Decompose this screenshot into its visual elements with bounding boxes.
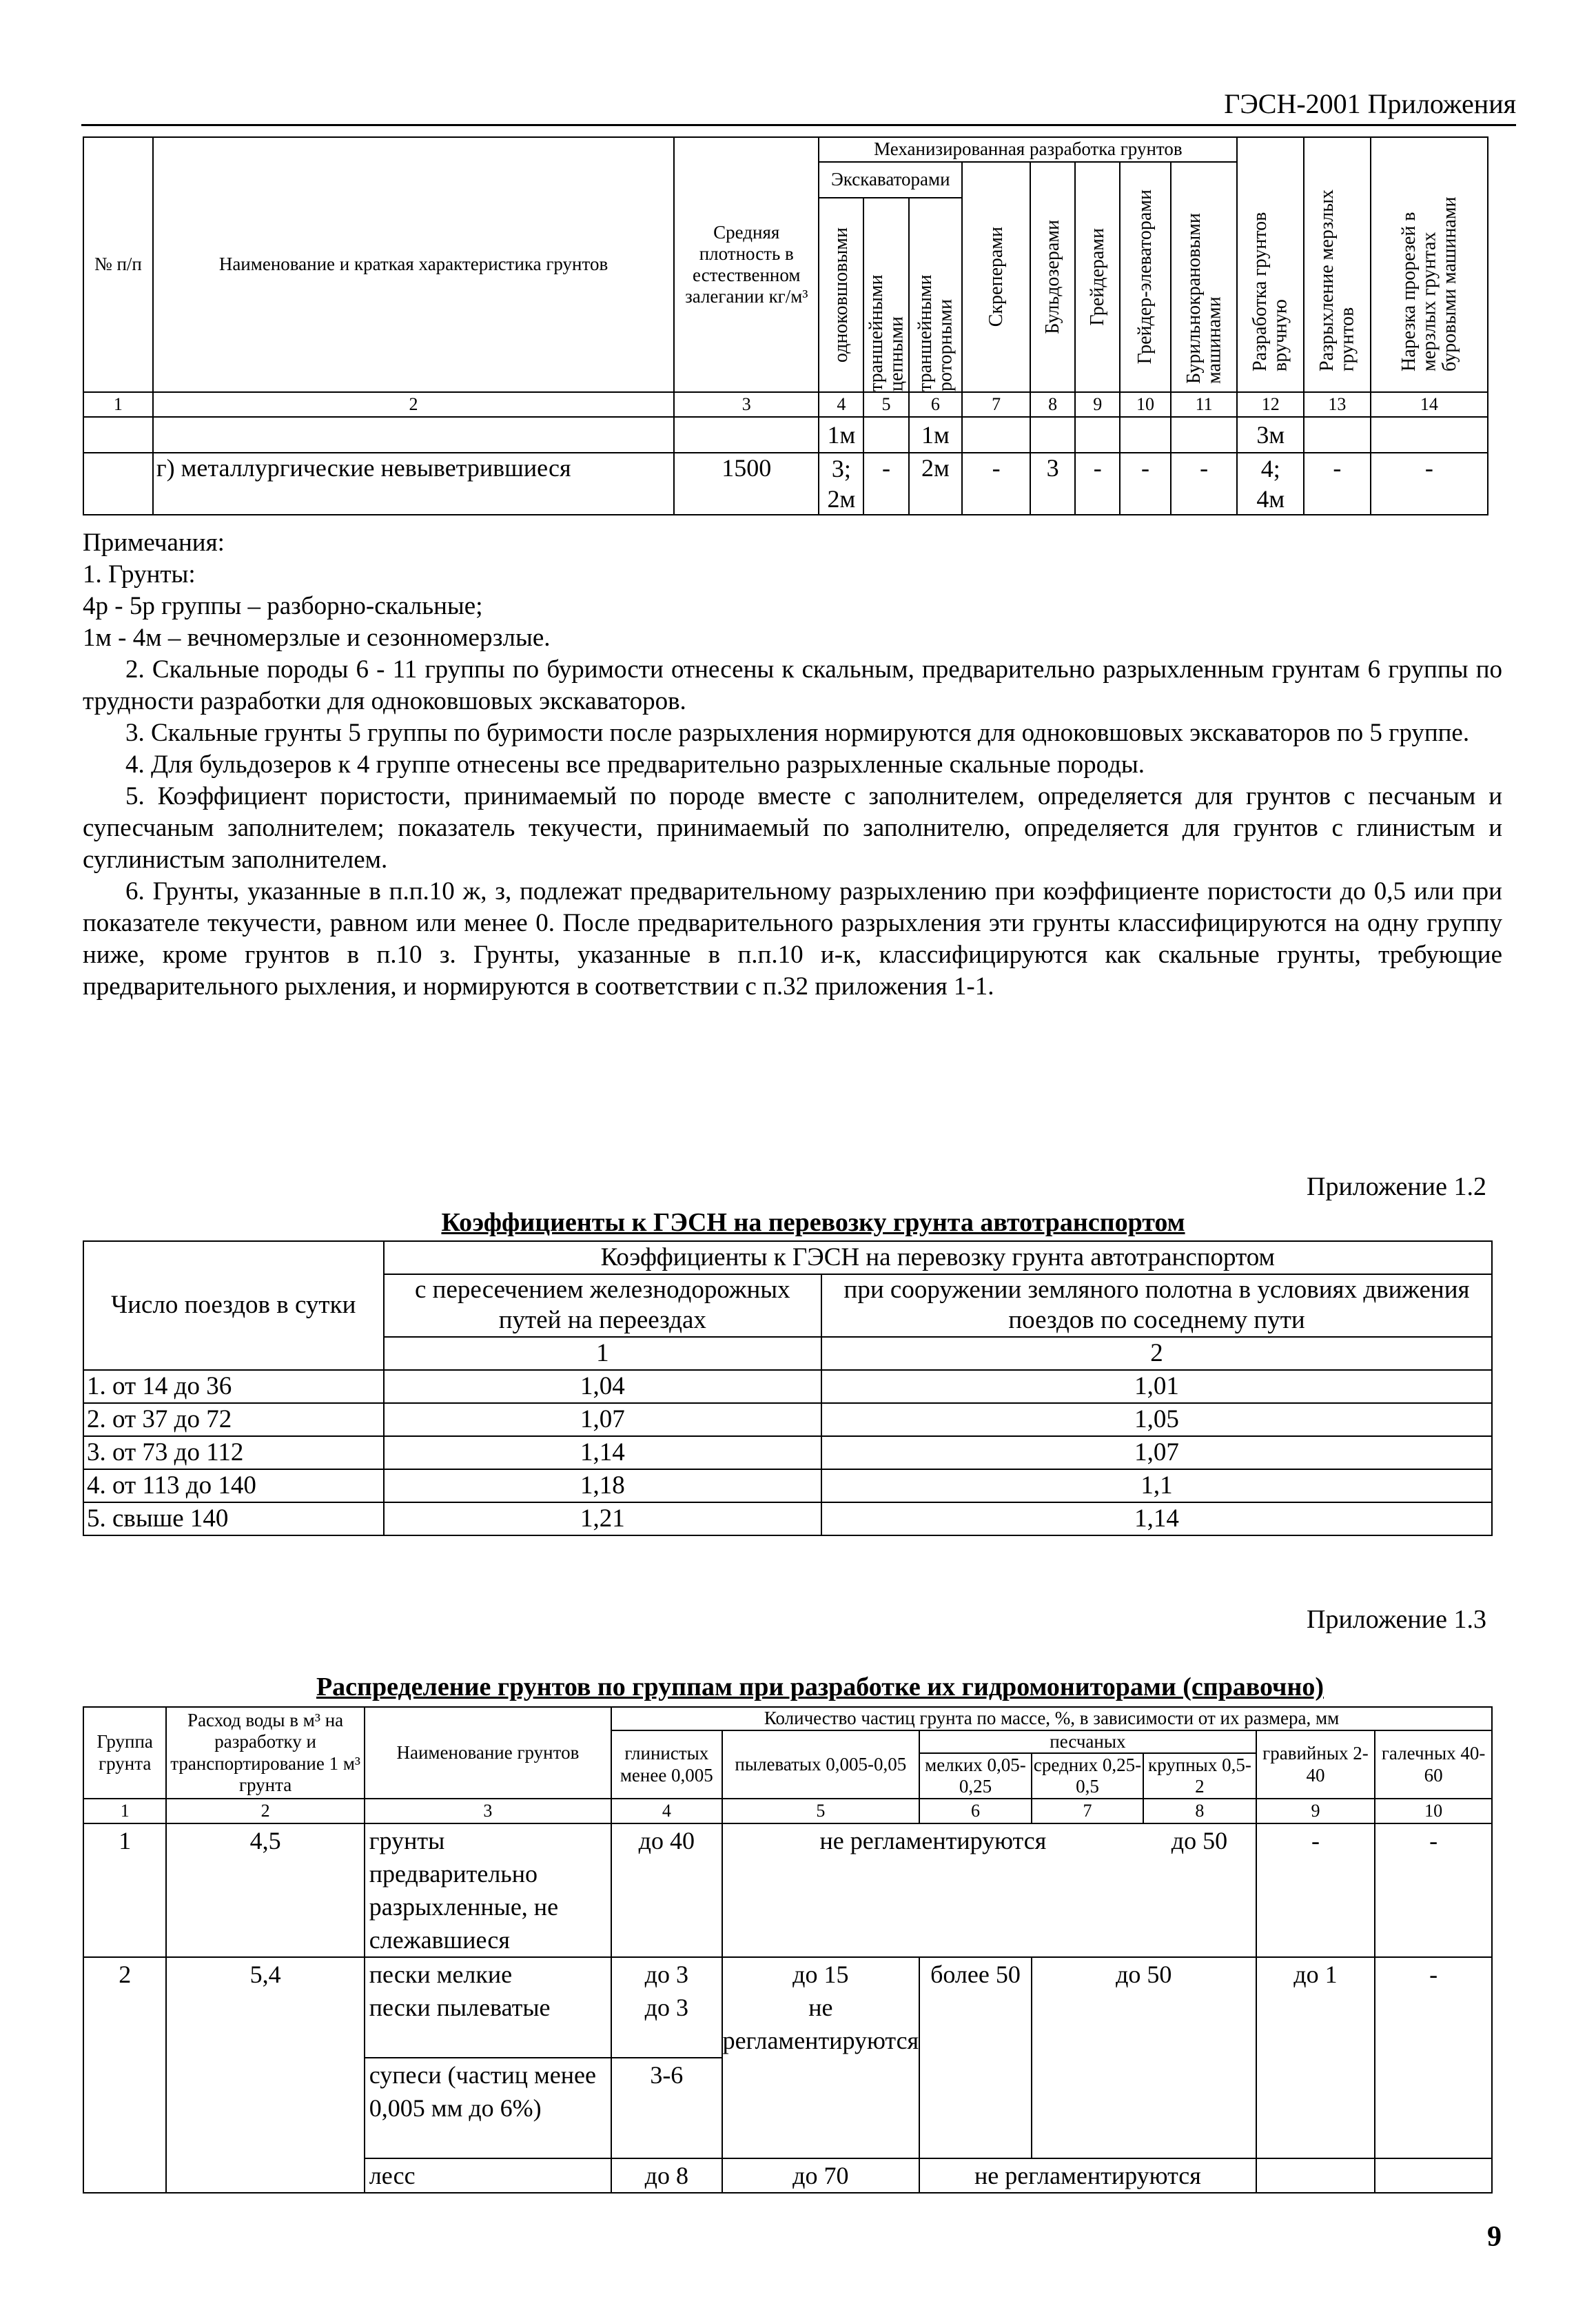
col-no: № п/п — [83, 137, 153, 392]
table-row: 5. свыше 140 1,21 1,14 — [83, 1502, 1492, 1535]
col-coef-group: Коэффициенты к ГЭСН на перевозку грунта автотранспортом — [384, 1241, 1492, 1274]
page-number: 9 — [1487, 2221, 1502, 2253]
col-exc-chain: траншейными цепными — [863, 198, 908, 392]
notes — [83, 527, 1502, 1003]
col-fine: мелких 0,05-0,25 — [919, 1753, 1032, 1799]
note-6: 6. Грунты, указанные в п.п.10 ж, з, подлежат предварительному разрыхлению при коэффициенте пористости до 0,5 или при показателе текучести, равном или менее 0. После предварительного разрыхления эти грунты классифицируются на одну группу ниже, кроме грунтов в п.10 з. Грунты, указанные в п.п.10 и-к, классифицируются как скальные грунты, требующие предварительного рыхления, и нормируются в соответствии с п.32 приложения 1-1. — [83, 877, 1502, 1001]
note-3: 3. Скальные грунты 5 группы по буримости после разрыхления нормируются для одноковшовых экскаваторов по 5 группе. — [125, 719, 1470, 747]
table-row: лесс до 8 до 70 не регламентируются — [83, 2158, 1492, 2193]
appendix-1-3-title: Распределение грунтов по группам при разработке их гидромониторами (справочно) — [316, 1673, 1324, 1701]
transport-coefficients-table: Число поездов в сутки Коэффициенты к ГЭСН на перевозку грунта автотранспортом с пересечением железнодорожных путей на переездах при сооружении земляного полотна в условиях движения поездов по соседнему пути 1 2 1. от 14 до 36 1,04 1,01 2. от 37 до 72 1,07 1,05 3. от 73 до 112 1,14 1,07 4. от 113 до 140 1,18 1,1 5. свыше 140 1,21 1,14 — [83, 1240, 1493, 1536]
col-grader-elev: Грейдер-элеваторами — [1120, 162, 1171, 392]
note-1-title: 1. Грунты: — [83, 560, 196, 589]
group-exc: Экскаваторами — [819, 162, 962, 198]
group-mech: Механизированная разработка грунтов — [819, 137, 1237, 162]
col-density: Средняя плотность в естественном залегании кг/м³ — [674, 137, 819, 392]
page-header — [81, 83, 1516, 126]
table-row: 4. от 113 до 140 1,18 1,1 — [83, 1469, 1492, 1502]
table-row: г) металлургические невыветрившиеся 1500 3; 2м - 2м - 3 - - - 4; 4м - - — [83, 453, 1488, 515]
col-qty: Количество частиц грунта по массе, %, в зависимости от их размера, мм — [611, 1707, 1492, 1730]
col-drill-crane: Бурильнокрановыми машинами — [1171, 162, 1238, 392]
col-name: Наименование и краткая характеристика грунтов — [153, 137, 674, 392]
table-row: 3. от 73 до 112 1,14 1,07 — [83, 1436, 1492, 1469]
col-exc-single: одноковшовыми — [819, 198, 863, 392]
soil-groups-table — [83, 136, 1488, 515]
table-row: супеси (частиц менее 0,005 мм до 6%) 3-6 — [83, 2058, 1492, 2158]
col-bulldozers: Бульдозерами — [1030, 162, 1075, 392]
appendix-1-3-label: Приложение 1.3 — [1307, 1605, 1486, 1634]
note-5: 5. Коэффициент пористости, принимаемый по породе вместе с заполнителем, определяется для грунтов с песчаным и супесчаным заполнителем; показатель текучести, принимаемый по заполнителю, определяется для грунтов с глинистым и суглинистым заполнителем. — [83, 782, 1502, 874]
notes-title: Примечания: — [83, 529, 225, 557]
col-coarse: крупных 0,5-2 — [1143, 1753, 1256, 1799]
col-manual: Разработка грунтов вручную — [1237, 137, 1304, 392]
table-row: 1 4,5 грунты предварительно разрыхленные, не слежавшиеся до 40 не регламентируются до 50 - - — [83, 1823, 1492, 1957]
appendix-1-2-title: Коэффициенты к ГЭСН на перевозку грунта автотранспортом — [441, 1208, 1185, 1237]
col-scrapers: Скреперами — [962, 162, 1030, 392]
column-numbers: 1 2 3 4 5 6 7 8 9 10 11 12 13 14 — [83, 392, 1488, 417]
col-adjacent: при сооружении земляного полотна в условиях движения поездов по соседнему пути — [821, 1274, 1492, 1337]
note-1a: 4р - 5р группы – разборно-скальные; — [83, 592, 483, 620]
hydromonitor-groups-table — [83, 1706, 1493, 2194]
col-group: Группа грунта — [83, 1707, 166, 1799]
note-1b: 1м - 4м – вечномерзлые и сезонномерзлые. — [83, 624, 551, 652]
col-sand: песчаных — [919, 1730, 1256, 1753]
col-soil-name: Наименование грунтов — [365, 1707, 611, 1799]
column-numbers: 1 2 3 4 5 6 7 8 9 10 — [83, 1799, 1492, 1823]
table-row: 1. от 14 до 36 1,04 1,01 — [83, 1370, 1492, 1403]
col-cutting: Нарезка прорезей в мерзлых грунтах буровыми машинами — [1371, 137, 1488, 392]
col-dust: пылеватых 0,005-0,05 — [722, 1730, 920, 1799]
note-2: 2. Скальные породы 6 - 11 группы по буримости отнесены к скальным, предварительно разрыхленным грунтам 6 группы по трудности разработки для одноковшовых экскаваторов. — [83, 655, 1502, 715]
col-exc-rotor: траншейными роторными — [909, 198, 963, 392]
note-4: 4. Для бульдозеров к 4 группе отнесены все предварительно разрыхленные скальные породы. — [125, 750, 1145, 779]
col-water: Расход воды в м³ на разработку и транспортирование 1 м³ грунта — [166, 1707, 364, 1799]
header-text: ГЭСН-2001 Приложения — [1224, 88, 1516, 119]
col-mid: средних 0,25-0,5 — [1032, 1753, 1143, 1799]
table-row: 2 5,4 пески мелкие пески пылеватые до 3 до 3 до 15 не регламентируются более 50 до 50 до 1 - — [83, 1957, 1492, 2058]
table-row: 1м 1м 3м — [83, 417, 1488, 453]
appendix-1-2-label: Приложение 1.2 — [1307, 1172, 1486, 1201]
col-clay: глинистых менее 0,005 — [611, 1730, 722, 1799]
col-trains: Число поездов в сутки — [83, 1241, 384, 1370]
col-loosening: Разрыхление мерзлых грунтов — [1304, 137, 1371, 392]
col-gravel: гравийных 2-40 — [1256, 1730, 1375, 1799]
table-row: 2. от 37 до 72 1,07 1,05 — [83, 1403, 1492, 1436]
col-crossing: с пересечением железнодорожных путей на переездах — [384, 1274, 822, 1337]
col-graders: Грейдерами — [1075, 162, 1120, 392]
col-pebble: галечных 40-60 — [1375, 1730, 1492, 1799]
